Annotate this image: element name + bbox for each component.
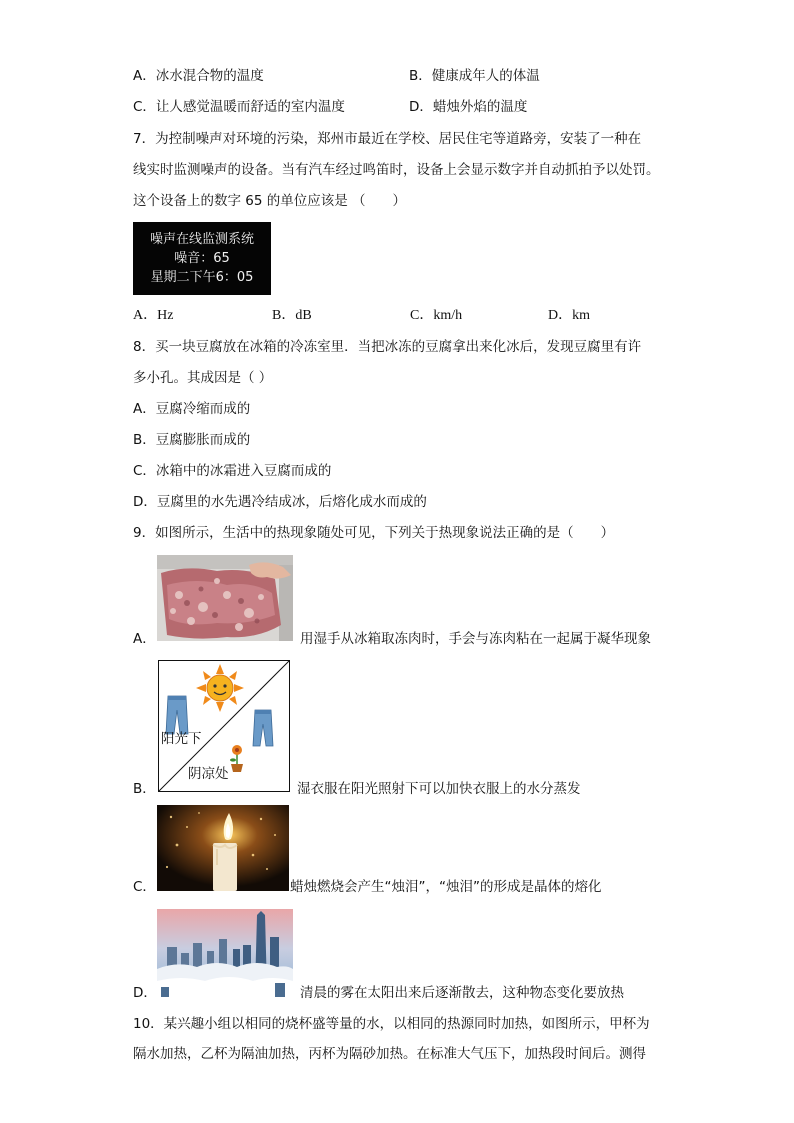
q7-stem-line-2: 线实时监测噪声的设备。当有汽车经过鸣笛时，设备上会显示数字并自动抓拍予以处罚。 [133,162,660,178]
q9-option-c-text: 蜡烛燃烧会产生“烛泪”，“烛泪”的形成是晶体的熔化 [290,879,602,895]
q8-option-d: D．豆腐里的水先遇冷结成冰，后熔化成水而成的 [133,494,427,510]
q6-option-a: A．冰水混合物的温度 [133,68,264,84]
q8-stem-line-1: 8．买一块豆腐放在冰箱的冷冻室里．当把冰冻的豆腐拿出来化冰后，发现豆腐里有许 [133,339,642,355]
sun-icon [196,664,244,712]
sun-area-label: 阳光下 [161,731,202,747]
q9-option-a-text: 用湿手从冰箱取冻肉时，手会与冻肉粘在一起属于凝华现象 [300,631,651,647]
display-reading: 噪音：65 [174,251,230,266]
noise-monitor-display [133,222,271,295]
q10-stem-line-2: 隔水加热，乙杯为隔油加热，丙杯为隔砂加热。在标准大气压下，加热段时间后。测得 [133,1046,646,1062]
q7-option-c: C．km/h [410,308,463,323]
q9-option-a-letter: A． [133,631,156,647]
candle-photo [157,805,289,891]
q8-option-a: A．豆腐冷缩而成的 [133,401,251,417]
q8-option-b: B．豆腐膨胀而成的 [133,432,251,448]
q6-option-b: B．健康成年人的体温 [409,68,540,84]
q9-option-d-letter: D． [133,985,157,1001]
q9-option-d-text: 清晨的雾在太阳出来后逐渐散去，这种物态变化要放热 [300,985,624,1001]
q7-option-d: D．km [548,308,590,323]
q9-option-c-letter: C． [133,879,156,895]
q7-option-a: A．Hz [133,308,174,323]
q7-stem-line-3: 这个设备上的数字 65 的单位应该是 （ ） [133,193,407,209]
q8-stem-line-2: 多小孔。其成因是（ ） [133,370,273,386]
q7-stem-line-1: 7．为控制噪声对环境的污染，郑州市最近在学校、居民住宅等道路旁，安装了一种在 [133,131,642,147]
q9-stem: 9．如图所示，生活中的热现象随处可见，下列关于热现象说法正确的是（ ） [133,525,615,541]
frozen-meat-photo [157,555,293,641]
morning-fog-city-photo [157,909,293,997]
display-title: 噪声在线监测系统 [149,232,254,247]
q8-option-c: C．冰箱中的冰霜进入豆腐而成的 [133,463,332,479]
q9-option-b-letter: B． [133,781,156,797]
q9-option-b-text: 湿衣服在阳光照射下可以加快衣服上的水分蒸发 [297,781,581,797]
q6-option-c: C．让人感觉温暖而舒适的室内温度 [133,99,345,115]
q6-option-d: D．蜡烛外焰的温度 [409,99,528,115]
shade-area-label: 阴凉处 [188,766,229,782]
q7-option-b: B．dB [272,308,312,323]
display-time: 星期二下午6：05 [150,270,254,285]
q10-stem-line-1: 10．某兴趣小组以相同的烧杯盛等量的水，以相同的热源同时加热，如图所示，甲杯为 [133,1016,650,1032]
clothes-drying-diagram [158,660,290,792]
